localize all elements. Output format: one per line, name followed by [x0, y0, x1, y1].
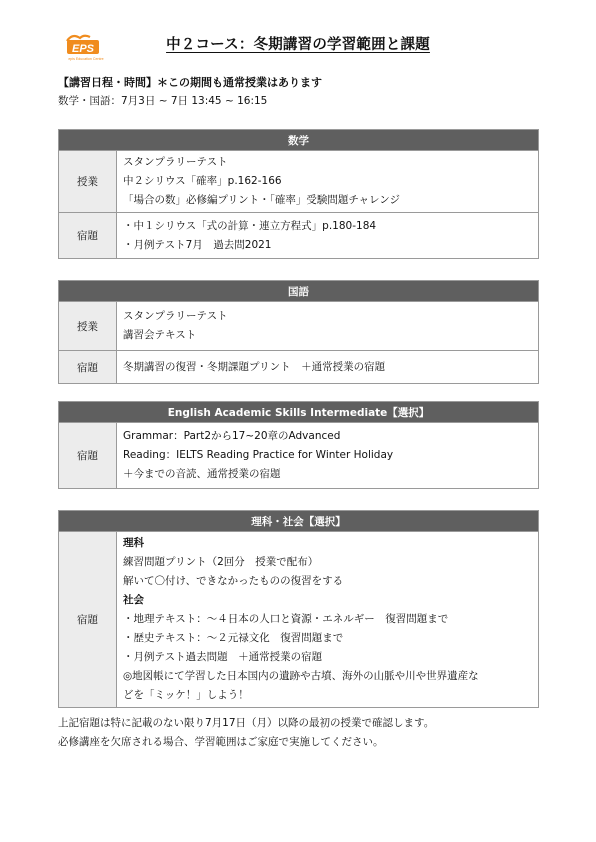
section-title: 数学	[59, 130, 539, 151]
row-label: 宿題	[59, 532, 117, 708]
section-title: English Academic Skills Intermediate【選択】	[59, 402, 539, 423]
schedule-line: 数学・国語：7月3日 ~ 7日 13:45 ~ 16:15	[58, 95, 268, 107]
row-content: スタンプラリーテスト 講習会テキスト	[117, 302, 539, 351]
row-label: 宿題	[59, 423, 117, 489]
svg-text:EPS: EPS	[71, 43, 95, 55]
section-science-social	[58, 510, 539, 708]
section-japanese	[58, 280, 539, 384]
footer-note: 必修講座を欠席される場合、学習範囲はご家庭で実施してください。	[58, 736, 384, 748]
row-label: 宿題	[59, 351, 117, 384]
row-content: ・中１シリウス「式の計算・連立方程式」p.180-184 ・月例テスト7月 過去問2021	[117, 213, 539, 259]
page-title: 中２コース：冬期講習の学習範囲と課題	[166, 37, 430, 53]
row-label: 授業	[59, 151, 117, 213]
subject-heading: 社会	[123, 594, 144, 606]
subject-heading: 理科	[123, 537, 144, 549]
svg-text:epis Education Centre: epis Education Centre	[68, 57, 104, 61]
row-content: スタンプラリーテスト 中２シリウス「確率」p.162-166 「場合の数」必修編プリント・「確率」受験問題チャレンジ	[117, 151, 539, 213]
row-content: 冬期講習の復習・冬期課題プリント ＋通常授業の宿題	[117, 351, 539, 384]
row-label: 授業	[59, 302, 117, 351]
section-title: 理科・社会【選択】	[59, 511, 539, 532]
section-english	[58, 401, 539, 489]
row-content: 理科 練習問題プリント（2回分 授業で配布） 解いて〇付け、できなかったものの復習をする 社会 ・地理テキスト：～４日本の人口と資源・エネルギー 復習問題まで ・歴史テキスト：～２元禄文化 復習問題まで ・月例テスト過去問題 ＋通常授業の宿題 ◎地図帳にて学習した日本国内の遺跡や古墳、海外の山脈や川や世界遺産な どを「ミッケ！」しよう！	[117, 532, 539, 708]
schedule-heading: 【講習日程・時間】＊この期間も通常授業はあります	[58, 76, 322, 89]
section-title: 国語	[59, 281, 539, 302]
section-math	[58, 129, 539, 259]
row-content: Grammar：Part2から17~20章のAdvanced Reading：IELTS Reading Practice for Winter Holiday ＋今までの音読、通常授業の宿題	[117, 423, 539, 489]
footer-note: 上記宿題は特に記載のない限り7月17日（月）以降の最初の授業で確認します。	[58, 717, 435, 729]
row-label: 宿題	[59, 213, 117, 259]
